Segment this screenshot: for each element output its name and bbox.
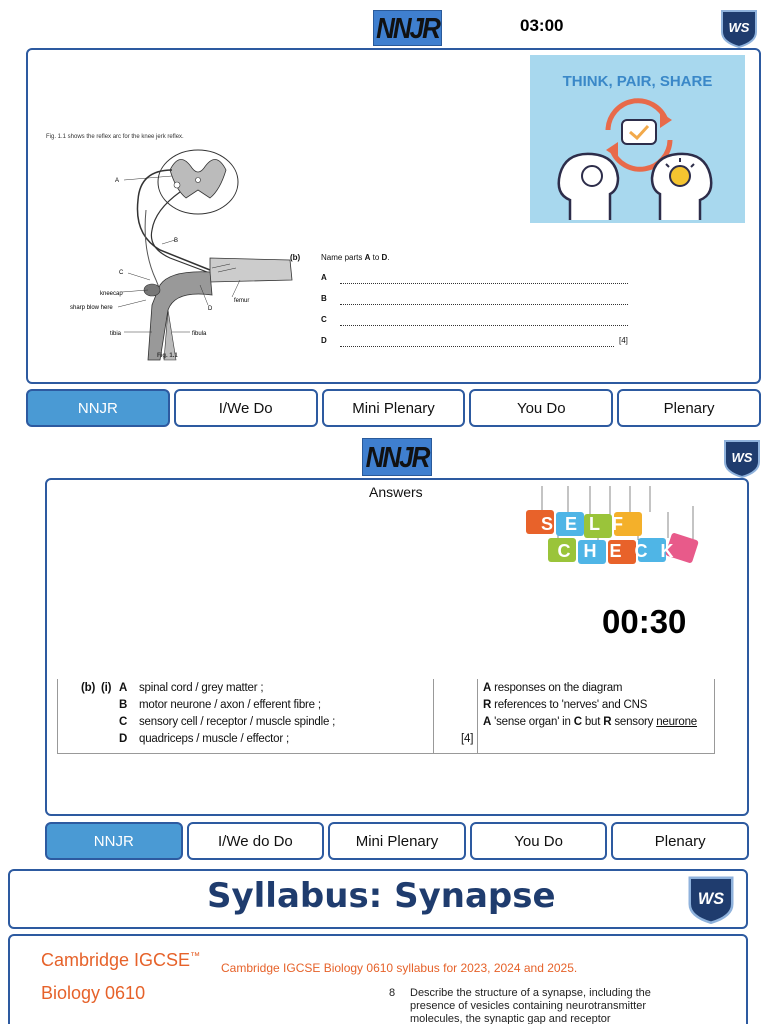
answer-row-a-text: spinal cord / grey matter ; [139, 682, 264, 694]
nav-plenary-button-2[interactable]: Plenary [611, 822, 749, 860]
think-pair-share-image [530, 55, 745, 223]
countdown-timer-2: 00:30 [602, 603, 687, 640]
svg-text:sharp blow here: sharp blow here [70, 305, 113, 311]
svg-text:C: C [119, 270, 124, 276]
nav-you-do-button[interactable]: You Do [469, 389, 613, 427]
question-prompt: Name parts A to D. [321, 253, 390, 262]
syllabus-title: Syllabus: Synapse [207, 876, 556, 916]
slide-nav-bar [26, 389, 761, 427]
nav-mini-plenary-button[interactable]: Mini Plenary [322, 389, 466, 427]
nnjr-logo [373, 10, 442, 46]
svg-text:femur: femur [234, 298, 250, 304]
answer-row-c: C [119, 716, 128, 728]
svg-text:WS: WS [731, 450, 753, 465]
answer-line-label-b: B [321, 294, 327, 303]
nav-mini-plenary-button-2[interactable]: Mini Plenary [328, 822, 466, 860]
svg-text:kneecap: kneecap [100, 291, 123, 297]
nnjr-logo-text: NNJR [376, 10, 439, 44]
answer-line-label-d: D [321, 336, 327, 345]
figure-intro: Fig. 1.1 shows the reflex arc for the knee jerk reflex. [46, 134, 184, 140]
guidance-note-2: R references to 'nerves' and CNS [483, 699, 648, 711]
answer-part: (b) [81, 682, 96, 694]
nav-i-we-do-button[interactable]: I/We Do [174, 389, 318, 427]
biology-code: Biology 0610 [41, 983, 146, 1003]
figure-caption: Fig. 1.1 [157, 353, 178, 359]
svg-text:B: B [174, 238, 179, 244]
ws-badge-icon-2 [722, 438, 762, 483]
self-check-image [518, 486, 718, 568]
answer-row-b-text: motor neurone / axon / efferent fibre ; [139, 699, 321, 711]
guidance-note-1: A responses on the diagram [483, 682, 623, 694]
reflex-arc-diagram [60, 140, 300, 365]
answer-row-d-text: quadriceps / muscle / effector ; [139, 733, 289, 745]
syllabus-note: Cambridge IGCSE Biology 0610 syllabus for 2023, 2024 and 2025. [221, 961, 578, 975]
answer-line-c[interactable] [340, 325, 628, 326]
answers-title: Answers [369, 484, 423, 500]
answer-row-b: B [119, 699, 128, 711]
answer-line-a[interactable] [340, 283, 628, 284]
answer-line-b[interactable] [340, 304, 628, 305]
syllabus-item-text: Describe the structure of a synapse, including the presence of vesicles containing neurotransmitter molecules, the synaptic gap and receptor [410, 987, 651, 1024]
svg-text:D: D [208, 306, 213, 312]
nav-i-we-do-button-2[interactable]: I/We do Do [187, 822, 325, 860]
answer-subpart: (i) [101, 682, 112, 694]
nav-nnjr-button-2[interactable]: NNJR [45, 822, 183, 860]
answer-line-d[interactable] [340, 346, 614, 347]
answer-row-d: D [119, 733, 128, 745]
svg-text:WS: WS [697, 890, 725, 908]
think-pair-share-title: THINK, PAIR, SHARE [562, 73, 713, 90]
answer-row-c-text: sensory cell / receptor / muscle spindle ; [139, 716, 336, 728]
syllabus-item-number: 8 [389, 987, 396, 999]
svg-text:CHECK: CHECK [557, 541, 687, 561]
svg-text:fibula: fibula [192, 331, 207, 337]
ws-badge-icon [719, 8, 759, 53]
answer-line-label-a: A [321, 273, 327, 282]
question-part: (b) [290, 253, 301, 262]
svg-text:WS: WS [728, 20, 750, 35]
countdown-timer: 03:00 [520, 16, 564, 35]
nnjr-logo-text-2: NNJR [365, 439, 429, 473]
answer-row-a: A [119, 682, 128, 694]
guidance-note-3: A 'sense organ' in C but R sensory neurone [483, 716, 698, 728]
mark-scheme-table [57, 679, 715, 755]
cambridge-brand: Cambridge IGCSE™ [41, 950, 201, 970]
nav-you-do-button-2[interactable]: You Do [470, 822, 608, 860]
ws-badge-icon-3 [686, 874, 736, 929]
answer-line-label-c: C [321, 315, 327, 324]
slide-nav-bar-2 [45, 822, 749, 860]
svg-text:A: A [115, 178, 120, 184]
question-marks: [4] [619, 336, 628, 345]
nav-nnjr-button[interactable]: NNJR [26, 389, 170, 427]
answer-marks: [4] [461, 733, 474, 745]
svg-text:tibia: tibia [110, 331, 122, 337]
nav-plenary-button[interactable]: Plenary [617, 389, 761, 427]
think-pair-share-icon [530, 90, 745, 220]
nnjr-logo-2 [362, 438, 432, 476]
svg-text:SELF: SELF [540, 514, 636, 534]
